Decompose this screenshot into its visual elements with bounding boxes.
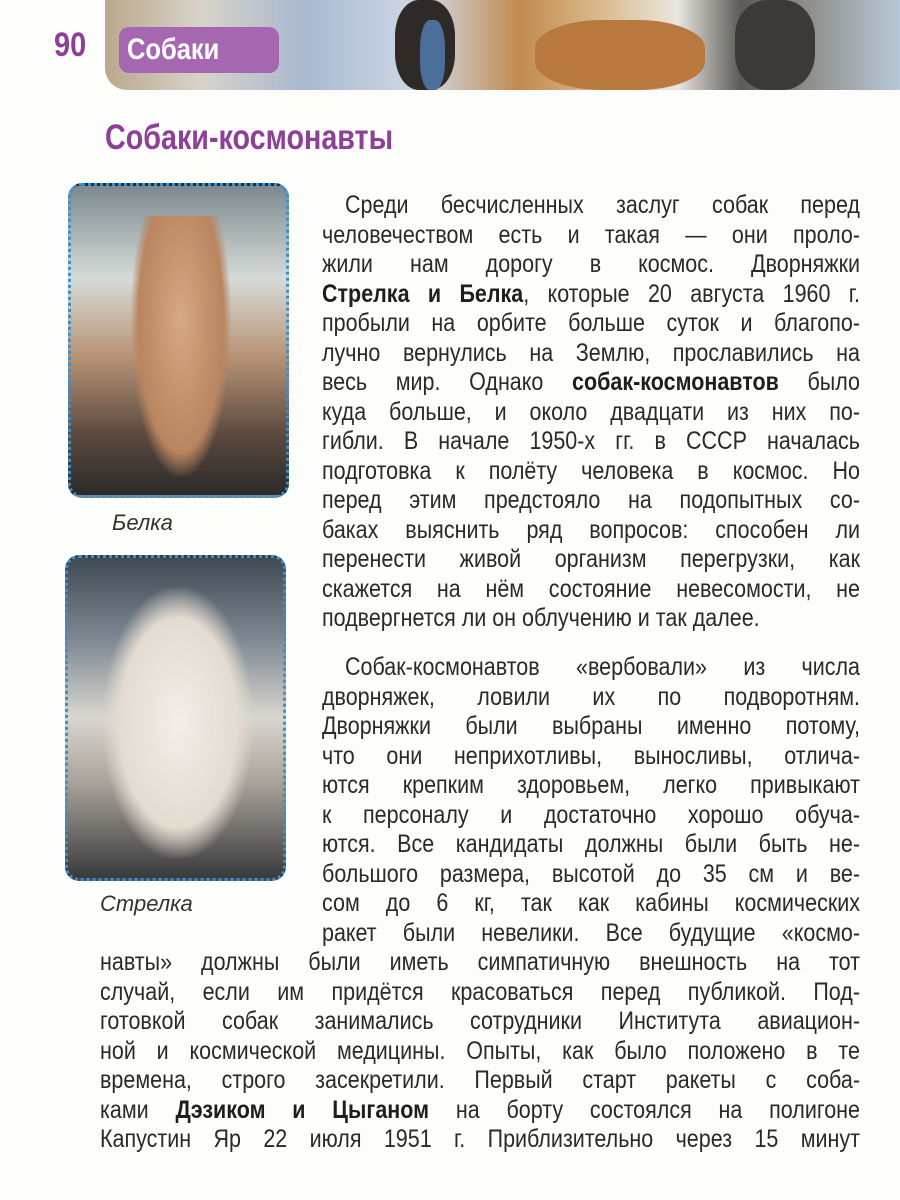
text-segment: , которые 20 августа 1960 г. [523, 279, 860, 308]
text-segment: куда больше, и около двадцати из них по- [322, 397, 860, 426]
caption-strelka: Стрелка [100, 891, 193, 916]
text-line [322, 741, 860, 771]
text-segment: случай, если им придётся красоваться перед публикой. Под- [100, 977, 860, 1006]
text-line [322, 829, 860, 859]
text-line [322, 279, 860, 309]
text-line [322, 367, 860, 397]
text-segment: было [778, 368, 860, 396]
text-segment: пробыли на орбите больше суток и благопо- [322, 309, 860, 337]
text-line [322, 220, 860, 250]
dog-silhouette [735, 0, 815, 90]
text-line [322, 682, 860, 712]
article-title: Собаки-космонавты [105, 118, 394, 157]
text-line [322, 711, 860, 741]
text-line [322, 574, 860, 604]
text-segment: ками [100, 1095, 176, 1124]
text-line [322, 249, 860, 279]
text-segment: гибли. В начале 1950-х гг. в СССР началась [322, 427, 860, 455]
text-segment: ются. Все кандидаты должны были быть не- [322, 830, 860, 858]
text-line [345, 190, 860, 220]
text-segment: большого размера, высотой до 35 см и ве- [322, 859, 860, 888]
text-line [100, 1124, 860, 1154]
text-segment: Среди бесчисленных заслуг собак перед [345, 191, 860, 219]
section-label [119, 27, 279, 73]
text-line [322, 426, 860, 456]
bold-term: Стрелка и Белка [322, 279, 524, 308]
caption-belka: Белка [112, 510, 173, 535]
text-segment: жили нам дорогу в космос. Дворняжки [322, 250, 860, 278]
text-segment: сом до 6 кг, так как кабины космических [322, 889, 860, 917]
text-segment: ной и космической медицины. Опыты, как было положено в те [100, 1036, 860, 1065]
text-segment: весь мир. Однако [322, 368, 573, 396]
text-segment: перед этим предстояло на подопытных со- [322, 486, 860, 514]
section-label-text: Собаки [127, 33, 220, 66]
bold-term: Дэзиком и Цыганом [175, 1095, 430, 1124]
text-line [322, 544, 860, 574]
text-line [100, 947, 860, 977]
text-segment: дворняжек, ловили их по подворотням. [322, 682, 860, 711]
text-segment: к персоналу и достаточно хорошо обуча- [322, 800, 860, 829]
text-line [322, 918, 860, 948]
text-line [322, 308, 860, 338]
text-line [100, 1065, 860, 1095]
text-line [322, 485, 860, 515]
text-segment: Капустин Яр 22 июля 1951 г. Приблизительно через 15 минут [100, 1125, 860, 1153]
text-line [100, 1036, 860, 1066]
text-line [100, 1095, 860, 1125]
photo-strelka [65, 555, 286, 881]
text-line [345, 652, 860, 682]
dog-figure [131, 216, 231, 476]
text-line [322, 800, 860, 830]
photo-belka [68, 183, 289, 498]
text-segment: на борту состоялся на полигоне [429, 1095, 860, 1124]
text-segment: что они неприхотливы, выносливы, отлича- [322, 741, 860, 770]
text-line [322, 338, 860, 368]
text-segment: Дворняжки были выбраны именно потому, [322, 712, 860, 740]
text-segment: готовкой собак занимались сотрудники Института авиацион- [100, 1007, 860, 1035]
page-number: 90 [54, 26, 87, 64]
text-segment: скажется на нём состояние невесомости, не [322, 574, 860, 603]
text-segment: баках выяснить ряд вопросов: способен ли [322, 515, 860, 544]
text-line [100, 1006, 860, 1036]
text-segment: подготовка к полёту человека в космос. Но [322, 456, 860, 485]
text-segment: перенести живой организм перегрузки, как [322, 545, 860, 573]
dog-silhouette [535, 20, 705, 90]
text-segment: времена, строго засекретили. Первый старт ракеты с соба- [100, 1066, 860, 1094]
text-segment: лучно вернулись на Землю, прославились на [322, 338, 860, 367]
text-line [322, 397, 860, 427]
text-line [322, 770, 860, 800]
text-line [322, 515, 860, 545]
text-segment: ются крепким здоровьем, легко привыкают [322, 771, 860, 799]
person-silhouette [420, 20, 445, 90]
text-line [100, 977, 860, 1007]
bold-term: собак-космонавтов [572, 368, 779, 396]
dog-figure [103, 588, 253, 858]
text-line [322, 456, 860, 486]
text-line [322, 603, 860, 633]
text-segment: навты» должны были иметь симпатичную внешность на тот [100, 948, 860, 976]
text-line [322, 859, 860, 889]
text-segment: ракет были невелики. Все будущие «космо- [322, 918, 860, 947]
text-line [322, 888, 860, 918]
text-segment: Собак-космонавтов «вербовали» из числа [345, 653, 860, 681]
text-segment: подвергнется ли он облучению и так далее. [322, 604, 760, 632]
text-segment: человечеством есть и такая — они проло- [322, 220, 860, 249]
